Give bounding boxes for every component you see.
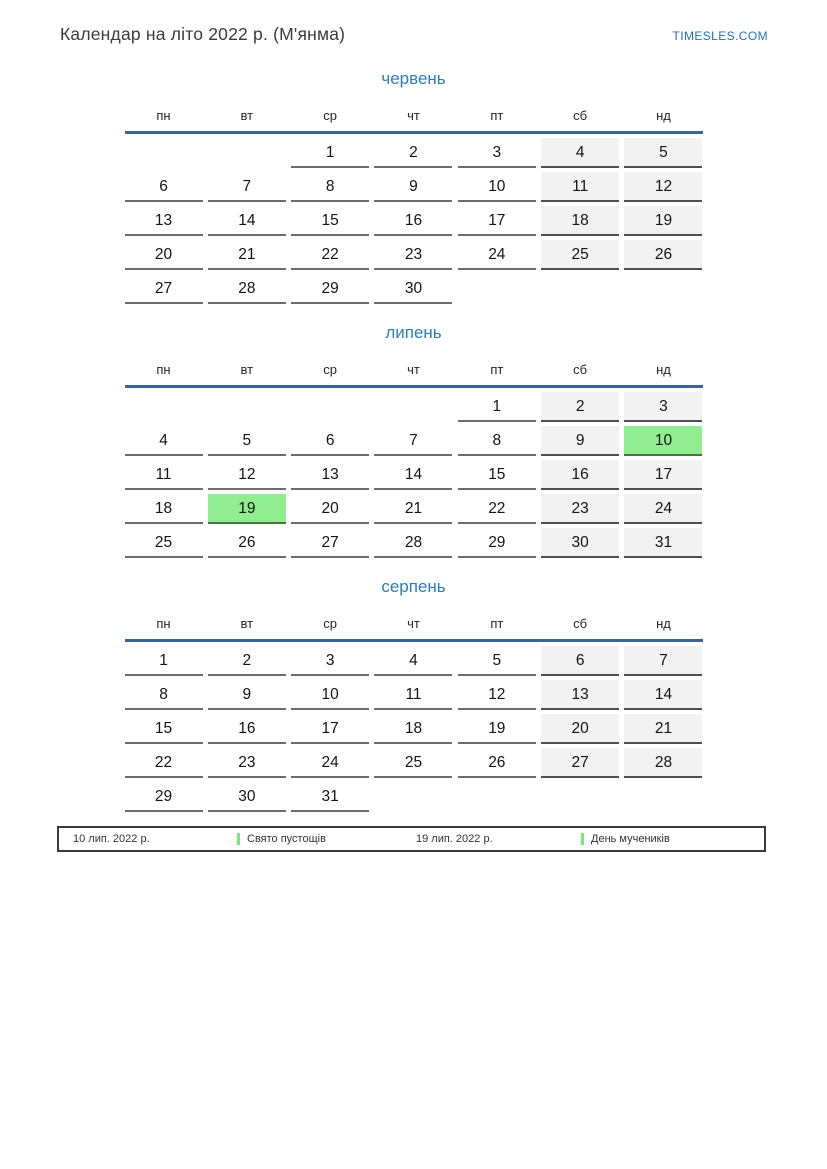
day-cell: 19 <box>458 714 536 744</box>
day-cell: 1 <box>291 138 369 168</box>
week-row <box>125 490 703 524</box>
month-grid <box>125 388 703 558</box>
day-cell: 15 <box>458 460 536 490</box>
day-cell: 2 <box>208 646 286 676</box>
day-cell: 25 <box>125 528 203 558</box>
day-cell: 8 <box>291 172 369 202</box>
day-cell: 24 <box>291 748 369 778</box>
day-of-week-label: чт <box>407 108 420 123</box>
week-row <box>125 422 703 456</box>
day-cell: 7 <box>374 426 452 456</box>
day-cell: 3 <box>458 138 536 168</box>
day-cell: 5 <box>624 138 702 168</box>
week-row <box>125 456 703 490</box>
empty-cell <box>208 392 286 422</box>
week-row <box>125 676 703 710</box>
day-cell: 17 <box>291 714 369 744</box>
day-cell: 27 <box>125 274 203 304</box>
day-cell: 31 <box>624 528 702 558</box>
day-of-week-label: пн <box>156 362 171 377</box>
empty-cell <box>125 392 203 422</box>
day-of-week-label: чт <box>407 616 420 631</box>
empty-cell <box>291 392 369 422</box>
day-cell: 14 <box>208 206 286 236</box>
day-of-week-label: нд <box>656 616 671 631</box>
day-of-week-label: вт <box>240 616 254 631</box>
legend-label: Свято пустощів <box>247 833 326 845</box>
day-cell: 4 <box>374 646 452 676</box>
week-row <box>125 270 703 304</box>
day-cell: 21 <box>208 240 286 270</box>
day-of-week-label: чт <box>407 362 420 377</box>
month <box>125 323 703 558</box>
week-row <box>125 524 703 558</box>
day-cell: 14 <box>374 460 452 490</box>
day-cell: 27 <box>541 748 619 778</box>
week-row <box>125 388 703 422</box>
day-cell: 31 <box>291 782 369 812</box>
day-cell: 6 <box>291 426 369 456</box>
empty-cell <box>125 138 203 168</box>
week-row <box>125 710 703 744</box>
month-grid <box>125 642 703 812</box>
day-cell: 18 <box>125 494 203 524</box>
empty-cell <box>541 782 619 812</box>
day-cell: 10 <box>458 172 536 202</box>
day-cell: 22 <box>458 494 536 524</box>
week-row <box>125 202 703 236</box>
day-cell: 28 <box>208 274 286 304</box>
day-cell: 13 <box>291 460 369 490</box>
legend-box <box>57 826 766 852</box>
day-cell: 29 <box>291 274 369 304</box>
day-of-week-label: сб <box>573 362 588 377</box>
day-of-week-label: ср <box>323 108 338 123</box>
day-cell: 20 <box>125 240 203 270</box>
day-cell: 17 <box>458 206 536 236</box>
day-of-week-label: ср <box>323 616 338 631</box>
month <box>125 577 703 812</box>
day-cell: 11 <box>541 172 619 202</box>
day-cell: 8 <box>458 426 536 456</box>
day-cell: 3 <box>624 392 702 422</box>
week-row <box>125 744 703 778</box>
empty-cell <box>541 274 619 304</box>
day-cell: 7 <box>208 172 286 202</box>
day-cell: 10 <box>624 426 702 456</box>
day-cell: 28 <box>374 528 452 558</box>
day-cell: 9 <box>208 680 286 710</box>
month-title: серпень <box>381 577 446 596</box>
day-of-week-header <box>125 100 703 134</box>
day-cell: 30 <box>541 528 619 558</box>
day-cell: 17 <box>624 460 702 490</box>
week-row <box>125 134 703 168</box>
day-of-week-header <box>125 608 703 642</box>
day-cell: 15 <box>291 206 369 236</box>
day-cell: 18 <box>541 206 619 236</box>
day-of-week-label: пт <box>490 616 504 631</box>
day-cell: 14 <box>624 680 702 710</box>
day-cell: 8 <box>125 680 203 710</box>
day-of-week-label: сб <box>573 108 588 123</box>
day-of-week-label: ср <box>323 362 338 377</box>
day-cell: 13 <box>541 680 619 710</box>
empty-cell <box>624 782 702 812</box>
day-cell: 23 <box>374 240 452 270</box>
month-title: липень <box>385 323 442 342</box>
dow-row <box>125 608 703 639</box>
page-header <box>0 0 827 45</box>
day-cell: 24 <box>458 240 536 270</box>
day-of-week-label: пн <box>156 616 171 631</box>
day-cell: 2 <box>541 392 619 422</box>
day-cell: 22 <box>291 240 369 270</box>
week-row <box>125 642 703 676</box>
day-cell: 1 <box>458 392 536 422</box>
day-cell: 16 <box>541 460 619 490</box>
day-cell: 25 <box>374 748 452 778</box>
day-of-week-label: пт <box>490 362 504 377</box>
month-grid <box>125 134 703 304</box>
day-cell: 16 <box>374 206 452 236</box>
day-cell: 23 <box>208 748 286 778</box>
empty-cell <box>458 274 536 304</box>
day-cell: 29 <box>125 782 203 812</box>
dow-row <box>125 354 703 385</box>
day-of-week-label: нд <box>656 108 671 123</box>
day-cell: 7 <box>624 646 702 676</box>
day-cell: 30 <box>208 782 286 812</box>
day-cell: 3 <box>291 646 369 676</box>
week-row <box>125 236 703 270</box>
day-cell: 6 <box>125 172 203 202</box>
empty-cell <box>374 782 452 812</box>
day-cell: 11 <box>374 680 452 710</box>
month <box>125 69 703 304</box>
day-cell: 29 <box>458 528 536 558</box>
day-cell: 26 <box>624 240 702 270</box>
day-cell: 30 <box>374 274 452 304</box>
month-title: червень <box>381 69 446 88</box>
months <box>125 69 703 812</box>
day-of-week-header <box>125 354 703 388</box>
day-of-week-label: пт <box>490 108 504 123</box>
day-of-week-label: пн <box>156 108 171 123</box>
day-cell: 19 <box>624 206 702 236</box>
day-cell: 5 <box>208 426 286 456</box>
day-cell: 12 <box>208 460 286 490</box>
day-cell: 9 <box>374 172 452 202</box>
day-cell: 5 <box>458 646 536 676</box>
day-cell: 10 <box>291 680 369 710</box>
day-cell: 11 <box>125 460 203 490</box>
day-cell: 4 <box>541 138 619 168</box>
day-cell: 21 <box>624 714 702 744</box>
day-cell: 22 <box>125 748 203 778</box>
holiday-marker-icon <box>581 833 584 845</box>
week-row <box>125 168 703 202</box>
day-of-week-label: вт <box>240 108 254 123</box>
day-cell: 15 <box>125 714 203 744</box>
empty-cell <box>208 138 286 168</box>
day-cell: 18 <box>374 714 452 744</box>
day-cell: 27 <box>291 528 369 558</box>
legend-label: День мучеників <box>591 833 670 845</box>
brand-link[interactable]: TIMESLES.COM <box>672 29 768 43</box>
day-cell: 1 <box>125 646 203 676</box>
day-cell: 12 <box>624 172 702 202</box>
day-cell: 6 <box>541 646 619 676</box>
day-cell: 4 <box>125 426 203 456</box>
holiday-marker-icon <box>237 833 240 845</box>
day-cell: 26 <box>208 528 286 558</box>
legend-date: 19 лип. 2022 р. <box>416 833 493 845</box>
empty-cell <box>624 274 702 304</box>
day-cell: 16 <box>208 714 286 744</box>
week-row <box>125 778 703 812</box>
day-cell: 28 <box>624 748 702 778</box>
day-of-week-label: сб <box>573 616 588 631</box>
legend-date: 10 лип. 2022 р. <box>73 833 150 845</box>
empty-cell <box>374 392 452 422</box>
day-cell: 12 <box>458 680 536 710</box>
day-cell: 20 <box>291 494 369 524</box>
day-cell: 20 <box>541 714 619 744</box>
day-of-week-label: вт <box>240 362 254 377</box>
day-cell: 21 <box>374 494 452 524</box>
day-cell: 13 <box>125 206 203 236</box>
dow-row <box>125 100 703 131</box>
page-title: Календар на літо 2022 р. (М'янма) <box>60 24 346 44</box>
empty-cell <box>458 782 536 812</box>
day-of-week-label: нд <box>656 362 671 377</box>
day-cell: 2 <box>374 138 452 168</box>
day-cell: 19 <box>208 494 286 524</box>
day-cell: 24 <box>624 494 702 524</box>
day-cell: 25 <box>541 240 619 270</box>
day-cell: 9 <box>541 426 619 456</box>
day-cell: 26 <box>458 748 536 778</box>
day-cell: 23 <box>541 494 619 524</box>
